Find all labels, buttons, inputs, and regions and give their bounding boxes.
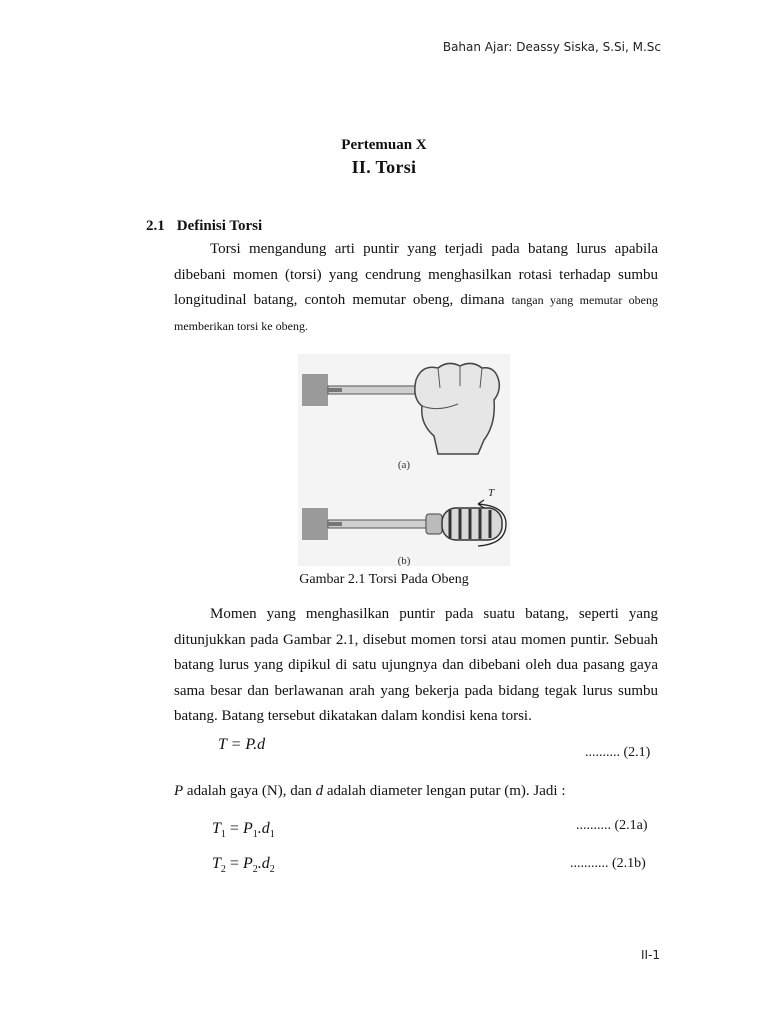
equation-number-2-1a: .......... (2.1a) xyxy=(576,818,648,833)
eq1-rhs: = P.d xyxy=(230,736,266,753)
figure-label-b: (b) xyxy=(397,555,411,566)
meeting-title: Pertemuan X xyxy=(341,137,427,153)
page-number: II-1 xyxy=(640,948,660,962)
paragraph1-main: Torsi mengandung arti puntir yang terjadi pada batang lurus apabila dibebani momen (torsi) yang cendrung menghasilkan rotasi terhadap sumbu longitudinal batang, contoh memutar obeng, dimana xyxy=(174,241,658,309)
figure-caption: Gambar 2.1 Torsi Pada Obeng xyxy=(299,572,469,587)
section-title: Definisi Torsi xyxy=(176,218,263,234)
definition-paragraph xyxy=(174,237,658,339)
torque-symbol: T xyxy=(488,487,495,499)
equation-number-2-1b: ........... (2.1b) xyxy=(570,856,646,871)
equation-2-1a: $T_1 = P_1.d_1$ xyxy=(212,820,275,841)
equation-number-2-1: .......... (2.1) xyxy=(585,745,651,760)
paragraph2-text: Momen yang menghasilkan puntir pada suatu batang, seperti yang ditunjukkan pada Gambar 2.1, disebut momen torsi atau momen puntir. Sebuah batang lurus yang dipikul di satu ujungnya dan dibebani oleh dua pasang gaya sama besar dan berlawanan arah yang bekerja pada bidang tegak lurus sumbu batang. Batang tersebut dikatakan dalam kondisi kena torsi. xyxy=(174,606,658,725)
screwdriver-shaft-b xyxy=(328,520,428,528)
equation-2-1 xyxy=(218,736,265,754)
torsion-paragraph xyxy=(174,602,658,730)
d-description: adalah diameter lengan putar (m). Jadi : xyxy=(323,783,566,799)
section-number: 2.1 xyxy=(146,218,165,234)
chapter-title: II. Torsi xyxy=(351,157,417,177)
eq1-lhs: T xyxy=(218,736,227,753)
wall-block-a xyxy=(302,374,328,406)
p-symbol: P xyxy=(174,783,184,799)
document-header: Bahan Ajar: Deassy Siska, S.Si, M.Sc xyxy=(442,40,661,54)
p-description: adalah gaya (N), dan xyxy=(183,783,316,799)
section-heading xyxy=(146,218,262,235)
wall-block-b xyxy=(302,508,328,540)
equation-2-1b: $T_2 = P_2.d_2$ xyxy=(212,855,275,876)
paragraph1-tail: tangan yang memutar obeng memberikan torsi ke obeng. xyxy=(174,293,659,333)
d-symbol: d xyxy=(315,783,324,799)
screwdriver-figure xyxy=(298,354,510,566)
definition-line xyxy=(174,779,658,805)
figure-label-a: (a) xyxy=(397,459,411,471)
